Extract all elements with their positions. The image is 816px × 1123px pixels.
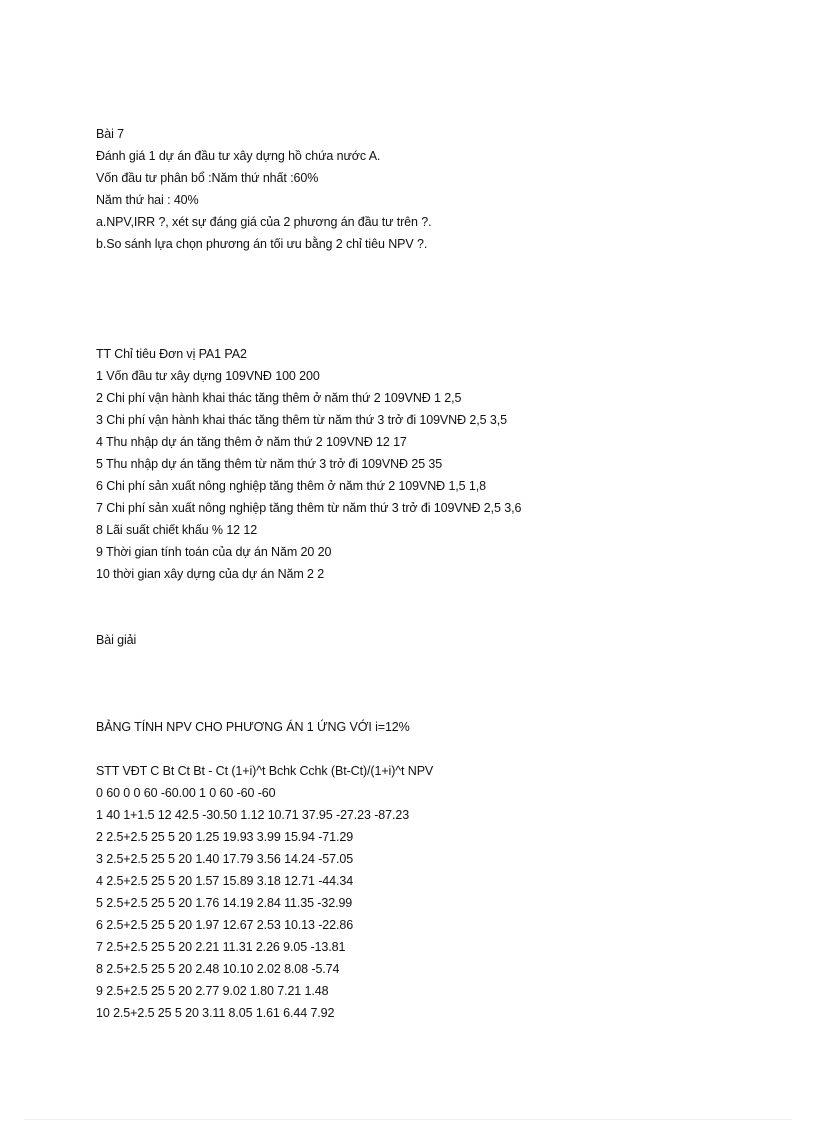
- npv-table-row: 2 2.5+2.5 25 5 20 1.25 19.93 3.99 15.94 -71.29: [96, 830, 354, 844]
- indicator-row: 6 Chi phí sản xuất nông nghiệp tăng thêm ở năm thứ 2 109VNĐ 1,5 1,8: [96, 479, 486, 493]
- indicators-header: TT Chỉ tiêu Đơn vị PA1 PA2: [96, 347, 247, 361]
- npv-table-title: BẢNG TÍNH NPV CHO PHƯƠNG ÁN 1 ỨNG VỚI i=12%: [96, 720, 410, 734]
- indicator-row: 8 Lãi suất chiết khấu % 12 12: [96, 523, 258, 537]
- indicator-row: 7 Chi phí sản xuất nông nghiệp tăng thêm từ năm thứ 3 trở đi 109VNĐ 2,5 3,6: [96, 501, 522, 515]
- indicator-row: 3 Chi phí vận hành khai thác tăng thêm từ năm thứ 3 trở đi 109VNĐ 2,5 3,5: [96, 413, 507, 427]
- npv-table-row: 7 2.5+2.5 25 5 20 2.21 11.31 2.26 9.05 -13.81: [96, 940, 346, 954]
- indicator-row: 2 Chi phí vận hành khai thác tăng thêm ở năm thứ 2 109VNĐ 1 2,5: [96, 391, 462, 405]
- indicator-row: 10 thời gian xây dựng của dự án Năm 2 2: [96, 567, 325, 581]
- npv-table-row: 9 2.5+2.5 25 5 20 2.77 9.02 1.80 7.21 1.48: [96, 984, 329, 998]
- npv-table-row: 10 2.5+2.5 25 5 20 3.11 8.05 1.61 6.44 7.92: [96, 1006, 335, 1020]
- problem-line: b.So sánh lựa chọn phương án tối ưu bằng 2 chỉ tiêu NPV ?.: [96, 237, 428, 251]
- npv-table-header: STT VĐT C Bt Ct Bt - Ct (1+i)^t Bchk Cchk (Bt-Ct)/(1+i)^t NPV: [96, 764, 434, 778]
- problem-line: Đánh giá 1 dự án đầu tư xây dựng hồ chứa nước A.: [96, 149, 381, 163]
- npv-table-row: 8 2.5+2.5 25 5 20 2.48 10.10 2.02 8.08 -5.74: [96, 962, 340, 976]
- solution-heading: Bài giải: [96, 633, 137, 647]
- npv-table-row: 0 60 0 0 60 -60.00 1 0 60 -60 -60: [96, 786, 276, 800]
- indicator-row: 9 Thời gian tính toán của dự án Năm 20 20: [96, 545, 332, 559]
- npv-table-row: 1 40 1+1.5 12 42.5 -30.50 1.12 10.71 37.95 -27.23 -87.23: [96, 808, 410, 822]
- problem-line: Năm thứ hai : 40%: [96, 193, 199, 207]
- indicator-row: 5 Thu nhập dự án tăng thêm từ năm thứ 3 trở đi 109VNĐ 25 35: [96, 457, 443, 471]
- problem-title: Bài 7: [96, 127, 124, 141]
- problem-line: a.NPV,IRR ?, xét sự đáng giá của 2 phương án đầu tư trên ?.: [96, 215, 432, 229]
- npv-table-row: 5 2.5+2.5 25 5 20 1.76 14.19 2.84 11.35 -32.99: [96, 896, 353, 910]
- npv-table-row: 3 2.5+2.5 25 5 20 1.40 17.79 3.56 14.24 -57.05: [96, 852, 354, 866]
- problem-line: Vốn đầu tư phân bổ :Năm thứ nhất :60%: [96, 171, 319, 185]
- indicator-row: 4 Thu nhập dự án tăng thêm ở năm thứ 2 109VNĐ 12 17: [96, 435, 407, 449]
- indicator-row: 1 Vốn đầu tư xây dựng 109VNĐ 100 200: [96, 369, 320, 383]
- npv-table-row: 6 2.5+2.5 25 5 20 1.97 12.67 2.53 10.13 -22.86: [96, 918, 354, 932]
- npv-table-row: 4 2.5+2.5 25 5 20 1.57 15.89 3.18 12.71 -44.34: [96, 874, 354, 888]
- page-bottom-divider: [24, 1119, 792, 1120]
